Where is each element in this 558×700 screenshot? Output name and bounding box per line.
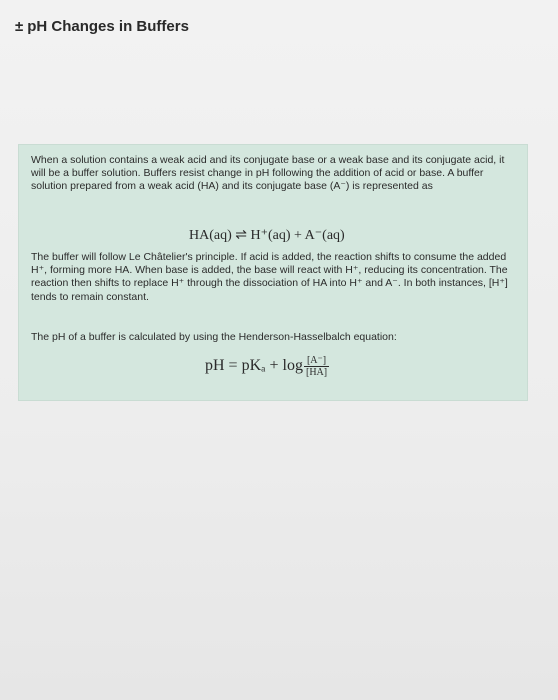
hh-numerator: [A⁻]	[304, 355, 329, 367]
hh-fraction	[304, 355, 329, 378]
henderson-hasselbalch-equation	[205, 355, 329, 378]
equilibrium-equation: HA(aq) ⇌ H⁺(aq) + A⁻(aq)	[189, 228, 345, 243]
hh-denominator: [HA]	[305, 367, 328, 378]
henderson-hasselbalch-intro: The pH of a buffer is calculated by using the Henderson-Hasselbalch equation:	[31, 331, 397, 343]
page-title	[15, 18, 189, 35]
le-chatelier-paragraph: The buffer will follow Le Châtelier's principle. If acid is added, the reaction shifts to consume the added H⁺, forming more HA. When base is added, the base will react with H⁺, reducing its concentration. The reaction then shifts to replace H⁺ through the dissociation of HA into H⁺ and A⁻. In both instances, [H⁺] tends to remain constant.	[31, 251, 508, 303]
info-panel	[18, 144, 528, 401]
hh-equation-lhs: pH = pKₐ + log	[205, 357, 303, 375]
plus-minus-icon: ±	[15, 18, 24, 35]
intro-paragraph: When a solution contains a weak acid and its conjugate base or a weak base and its conjugate acid, it will be a buffer solution. Buffers resist change in pH following the addition of acid or base. A buffer solution prepared from a weak acid (HA) and its conjugate base (A⁻) is represented as	[31, 154, 505, 193]
page-title-text: pH Changes in Buffers	[27, 18, 189, 35]
